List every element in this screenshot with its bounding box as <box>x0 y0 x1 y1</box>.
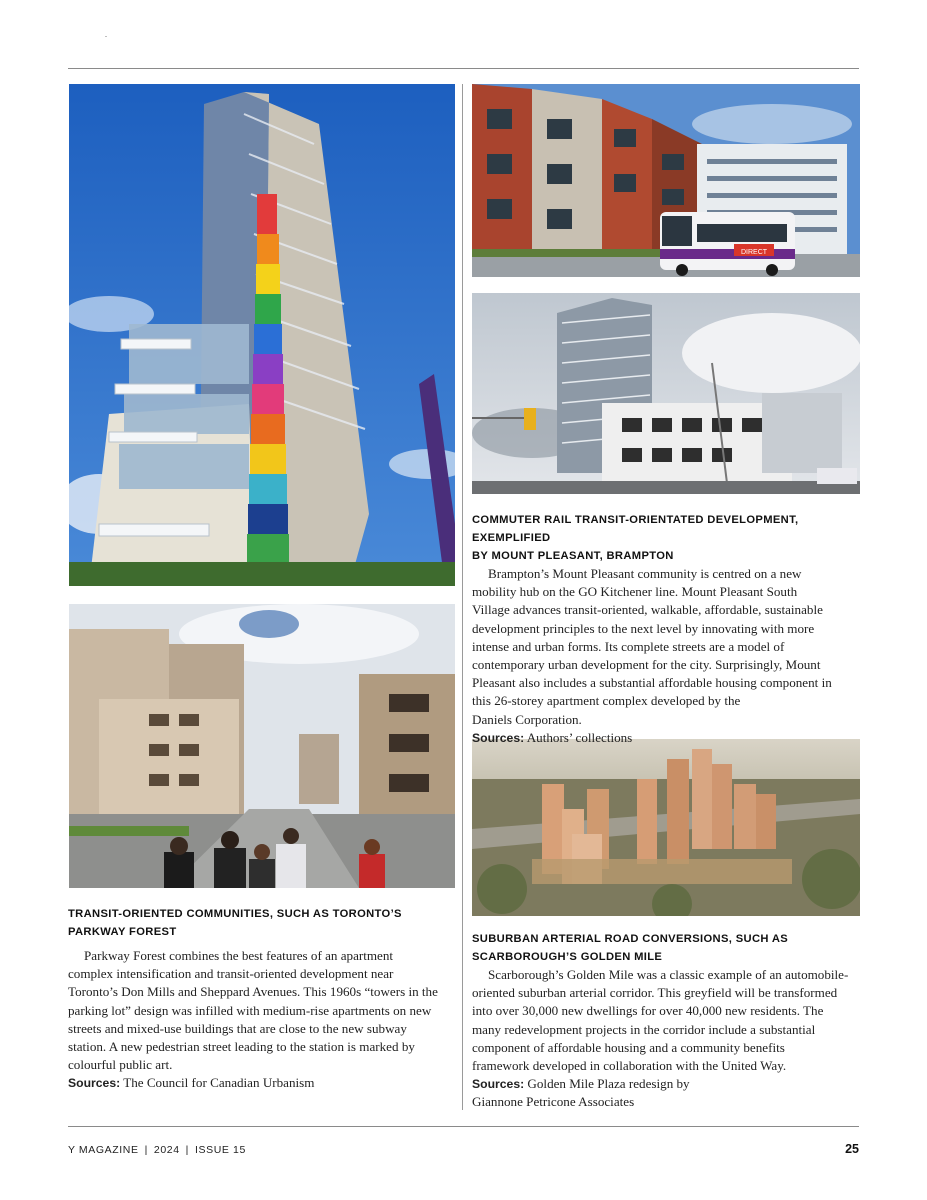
caption-body-line: oriented suburban arterial corridor. This greyfield will be transformed <box>472 985 838 1001</box>
sources-label: Sources: <box>68 1076 121 1091</box>
photo-tower-colourful-column <box>69 84 455 586</box>
sources-text: Golden Mile Plaza redesign by <box>524 1076 690 1092</box>
sources-label: Sources: <box>472 730 525 745</box>
sources-text: Authors’ collections <box>524 729 633 745</box>
page-number: 25 <box>845 1142 859 1156</box>
footer-issue: ISSUE 15 <box>195 1144 246 1156</box>
caption-body-line: framework developed in collaboration with the United Way. <box>472 1058 787 1074</box>
caption-sources <box>68 1074 448 1092</box>
caption-title-line1: SUBURBAN ARTERIAL ROAD CONVERSIONS, SUCH AS <box>472 933 789 945</box>
caption-body-line: component of affordable housing and a community benefits <box>472 1039 785 1055</box>
caption-sources-line2: Giannone Petricone Associates <box>472 1094 635 1110</box>
footer-separator: | <box>144 1144 148 1156</box>
caption-body-line: station. A new pedestrian street leading to the station is marked by <box>68 1039 415 1055</box>
sources-label: Sources: <box>472 1077 525 1092</box>
footer-separator: | <box>185 1144 189 1156</box>
caption-body-line: colourful public art. <box>68 1057 173 1073</box>
caption-body-line: many redevelopment projects in the corridor include a substantial <box>472 1021 816 1037</box>
caption-body-line: Toronto’s Don Mills and Sheppard Avenues. This 1960s “towers in the <box>68 984 438 1000</box>
caption-body-line: contemporary urban development for the city. Surprisingly, Mount <box>472 657 821 673</box>
caption-body-line: streets and mixed-use buildings that are close to the new subway <box>68 1020 407 1036</box>
bottom-divider <box>68 1126 859 1127</box>
caption-parkway-forest <box>68 905 448 1093</box>
caption-body-line: Brampton’s Mount Pleasant community is centred on a new <box>488 566 802 581</box>
caption-title-line2: PARKWAY FOREST <box>68 926 177 938</box>
caption-title-line2: SCARBOROUGH’S GOLDEN MILE <box>472 951 663 963</box>
photo-mount-pleasant-tower <box>472 293 860 494</box>
caption-title-line2: BY MOUNT PLEASANT, BRAMPTON <box>472 550 674 562</box>
caption-body-line: Scarborough’s Golden Mile was a classic example of an automobile- <box>488 967 849 982</box>
footer-magazine: Y MAGAZINE <box>68 1144 139 1156</box>
caption-body-line: Parkway Forest combines the best features of an apartment <box>84 948 394 963</box>
column-divider <box>462 84 463 1110</box>
photo-parkway-forest-street <box>69 604 455 888</box>
caption-sources <box>472 729 860 747</box>
caption-body-line: parking lot” design was infilled with medium-rise apartments on new <box>68 1002 432 1018</box>
top-divider <box>68 68 859 69</box>
caption-body-line: this 26-storey apartment complex developed by the <box>472 693 741 709</box>
caption-body-line: Village advances transit-oriented, walkable, affordable, sustainable <box>472 602 823 618</box>
caption-golden-mile <box>472 930 860 1112</box>
sources-text: The Council for Canadian Urbanism <box>120 1075 315 1091</box>
caption-body-line: complex intensification and transit-oriented development near <box>68 966 394 982</box>
caption-body-line: Pleasant also includes a substantial affordable housing component in <box>472 675 832 691</box>
caption-body-line: intense and urban forms. Its complete streets are a model of <box>472 638 785 654</box>
caption-body-line: mobility hub on the GO Kitchener line. Mount Pleasant South <box>472 584 798 600</box>
caption-body-line: Daniels Corporation. <box>472 711 582 727</box>
bus-sign-text: DIRECT <box>740 249 768 256</box>
caption-body-line: development principles to the next level by innovating with more <box>472 620 815 636</box>
caption-sources <box>472 1075 860 1093</box>
photo-golden-mile-rendering <box>472 739 860 916</box>
caption-title-line1: COMMUTER RAIL TRANSIT-ORIENTATED DEVELOPMENT, EXEMPLIFIED <box>472 514 799 544</box>
caption-body-line: into over 30,000 new dwellings for over 40,000 new residents. The <box>472 1003 824 1019</box>
header-mark: . <box>105 30 107 39</box>
caption-mount-pleasant <box>472 511 860 747</box>
caption-title-line1: TRANSIT-ORIENTED COMMUNITIES, SUCH AS TORONTO’S <box>68 908 402 920</box>
footer-year: 2024 <box>153 1144 180 1156</box>
footer-publication <box>68 1144 246 1156</box>
photo-brampton-townhouses-bus <box>472 84 860 277</box>
